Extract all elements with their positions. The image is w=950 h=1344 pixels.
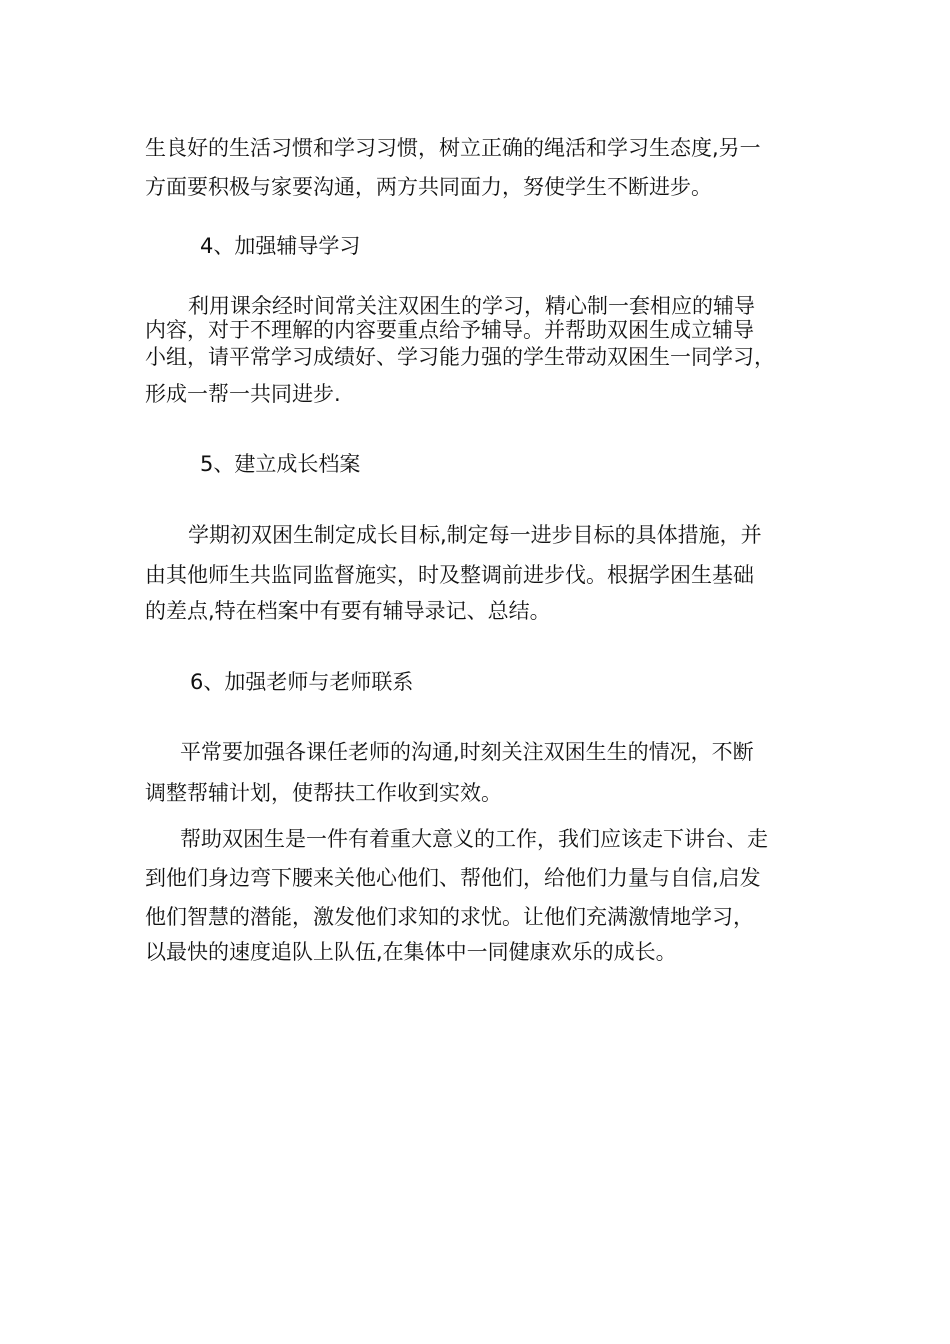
section-heading-4: 4、加强辅导学习 (200, 234, 361, 258)
paragraph-4-line-1: 平常要加强各课任老师的沟通,时刻关注双困生生的情况，不断 (180, 740, 754, 764)
paragraph-2-line-4: 形成一帮一共同进步. (145, 382, 341, 406)
paragraph-3-line-3: 的差点,特在档案中有要有辅导录记、总结。 (145, 599, 551, 623)
paragraph-5-line-2: 到他们身边弯下腰来关他心他们、帮他们，给他们力量与自信,启发 (145, 866, 761, 890)
paragraph-5-line-3: 他们智慧的潜能，激发他们求知的求忧。让他们充满激情地学习， (145, 905, 754, 929)
paragraph-1-line-1: 生良好的生活习惯和学习习惯，树立正确的绳活和学习生态度,另一 (145, 136, 761, 160)
paragraph-2-line-2: 内容，对于不理解的内容要重点给予辅导。并帮助双困生成立辅导 (145, 318, 754, 342)
paragraph-5-line-1: 帮助双困生是一件有着重大意义的工作，我们应该走下讲台、走 (180, 827, 768, 851)
paragraph-3-line-2: 由其他师生共监同监督施实，时及整调前进步伐。根据学困生基础 (145, 563, 754, 587)
paragraph-4-line-2: 调整帮辅计划，使帮扶工作收到实效。 (145, 781, 502, 805)
paragraph-5-line-4: 以最快的速度追队上队伍,在集体中一同健康欢乐的成长。 (145, 940, 677, 964)
paragraph-3-line-1: 学期初双困生制定成长目标,制定每一进步目标的具体措施，并 (188, 523, 762, 547)
paragraph-1-line-2: 方面要积极与家要沟通，两方共同面力，努使学生不断进步。 (145, 175, 712, 199)
paragraph-2-line-1: 利用课余经时间常关注双困生的学习，精心制一套相应的辅导 (188, 294, 755, 318)
paragraph-2-line-3: 小组，请平常学习成绩好、学习能力强的学生带动双困生一同学习， (145, 345, 775, 369)
section-heading-6: 6、加强老师与老师联系 (190, 670, 414, 694)
section-heading-5: 5、建立成长档案 (200, 452, 361, 476)
